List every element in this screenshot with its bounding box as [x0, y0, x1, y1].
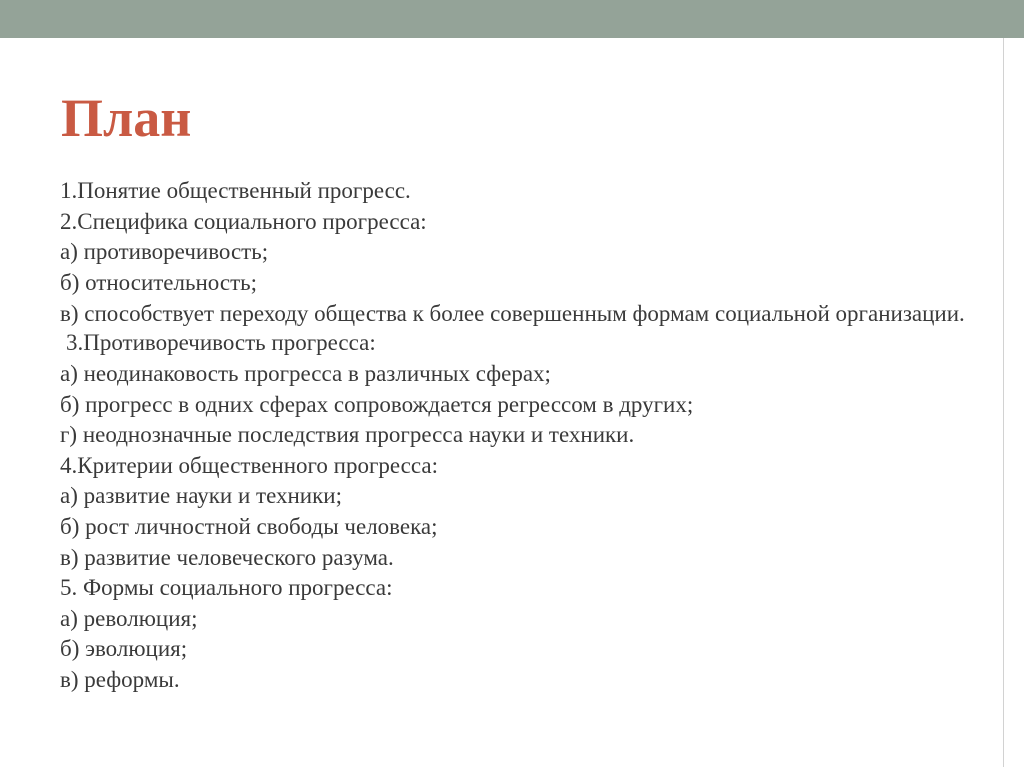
plan-subitem-4v: в) развитие человеческого разума. — [60, 544, 394, 570]
plan-subitem-2a: а) противоречивость; — [60, 239, 269, 265]
plan-subitem-5a: а) революция; — [60, 605, 198, 631]
plan-subitem-2v: в) способствует переходу общества к более совершенным формам социальной организации. — [60, 301, 965, 327]
plan-subitem-3g: г) неоднозначные последствия прогресса науки и техники. — [60, 422, 635, 448]
slide-right-border — [1003, 38, 1004, 767]
plan-item-1: 1.Понятие общественный прогресс. — [60, 178, 411, 203]
plan-subitem-3a: а) неодинаковость прогресса в различных сферах; — [60, 360, 551, 386]
plan-subitem-5b: б) эволюция; — [60, 636, 188, 662]
plan-subitem-4a: а) развитие науки и техники; — [60, 483, 342, 509]
plan-item-4: 4.Критерии общественного прогресса: — [60, 452, 438, 478]
plan-subitem-2b: б) относительность; — [60, 269, 258, 295]
plan-item-3: 3.Противоречивость прогресса: — [66, 330, 376, 356]
plan-subitem-3b: б) прогресс в одних сферах сопровождается регрессом в других; — [60, 391, 694, 417]
plan-item-2: 2.Специфика социального прогресса: — [60, 208, 427, 234]
top-accent-bar — [0, 0, 1024, 38]
plan-item-5: 5. Формы социального прогресса: — [60, 575, 393, 601]
plan-subitem-4b: б) рост личностной свободы человека; — [60, 513, 438, 539]
plan-list — [60, 176, 965, 696]
plan-subitem-5v: в) реформы. — [60, 666, 180, 692]
slide-title: План — [61, 88, 192, 148]
